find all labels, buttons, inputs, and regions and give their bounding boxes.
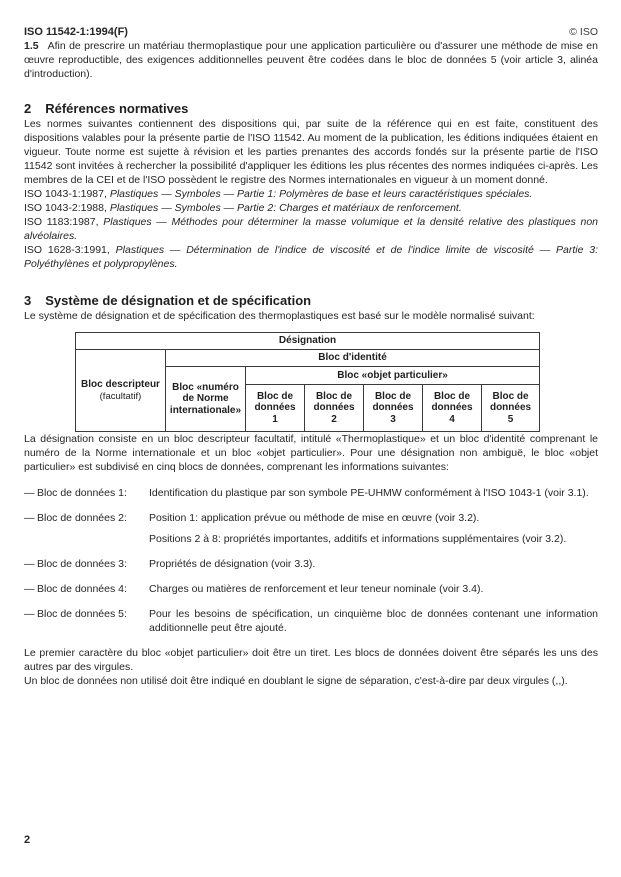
bloc-donnees-num: 3 (390, 413, 396, 425)
table-cell-bloc-donnees-4 (423, 385, 482, 432)
reference-id: ISO 1043-1:1987, (24, 188, 107, 200)
list-item-text (149, 486, 598, 500)
data-blocks-list (24, 486, 598, 635)
list-item-label: Bloc de données 5: (37, 608, 127, 620)
list-dash: — (24, 583, 35, 595)
list-item-text-continuation: Positions 2 à 8: propriétés importantes, additifs et informations supplémentaires (voir 3.2). (149, 533, 567, 545)
table-cell-bloc-donnees-2 (305, 385, 364, 432)
copyright-notice: © ISO (569, 26, 598, 38)
list-item-text-line: Identification du plastique par son symbole PE-UHMW conformément à l'ISO 1043-1 (voir 3.1). (149, 487, 589, 499)
list-item (24, 582, 598, 596)
reference-id: ISO 1628-3:1991, (24, 244, 110, 256)
reference-id: ISO 1183:1987, (24, 216, 99, 228)
list-item (24, 607, 598, 635)
list-item-label: Bloc de données 3: (37, 558, 127, 570)
bloc-donnees-label: Bloc de données (254, 390, 296, 414)
bloc-donnees-label: Bloc de données (489, 390, 532, 414)
section-3-intro: Le système de désignation et de spécification des thermoplastiques est basé sur le modèle normalisé suivant: (24, 310, 535, 322)
list-item-label: Bloc de données 4: (37, 583, 127, 595)
reference-title: Plastiques — Détermination de l'indice de viscosité et de l'indice limite de viscosité — Partie 3: Polyéthylènes et polypropylènes. (24, 244, 599, 270)
list-item-text (149, 511, 598, 546)
table-cell-bloc-donnees-3 (364, 385, 423, 432)
list-dash: — (24, 512, 35, 524)
page-number: 2 (24, 834, 31, 846)
list-item-text (149, 557, 598, 571)
paragraph-tiret: Le premier caractère du bloc «objet particulier» doit être un tiret. Les blocs de données doivent être séparés les uns des autres par des virgules. (24, 647, 598, 673)
section-3-title: Système de désignation et de spécification (45, 293, 312, 308)
reference-item (24, 201, 598, 215)
table-cell-bloc-objet: Bloc «objet particulier» (246, 367, 540, 385)
reference-title: Plastiques — Symboles — Partie 1: Polymères de base et leurs caractéristiques spéciales. (109, 188, 533, 200)
document-reference: ISO 11542-1:1994(F) (24, 26, 128, 38)
bloc-descripteur-facultatif: (facultatif) (99, 390, 142, 402)
list-dash: — (24, 608, 35, 620)
section-2-title: Références normatives (45, 101, 189, 116)
reference-item (24, 187, 598, 201)
bloc-donnees-label: Bloc de données (431, 390, 473, 414)
page-header (24, 25, 598, 39)
bloc-donnees-num: 1 (272, 413, 278, 425)
list-item (24, 486, 598, 500)
list-item-text-line: Pour les besoins de spécification, un cinquième bloc de données contenant une information additionnelle peut être ajouté. (149, 608, 598, 634)
list-item-text (149, 607, 598, 635)
section-3-heading (24, 293, 598, 309)
table-cell-bloc-donnees-1 (246, 385, 305, 432)
list-item-text-line: Position 1: application prévue ou méthode de mise en œuvre (voir 3.2). (149, 512, 480, 524)
reference-title: Plastiques — Symboles — Partie 2: Charges et matériaux de renforcement. (109, 202, 462, 214)
table-cell-designation: Désignation (76, 333, 540, 350)
section-2-heading (24, 101, 598, 117)
list-item-label: Bloc de données 1: (37, 487, 127, 499)
section-2-intro: Les normes suivantes contiennent des dispositions qui, par suite de la référence qui en est faite, constituent des dispositions valables pour la présente partie de l'ISO 11542. Au moment de la publication, les éditions indiquées étaient en vigueur. Toute norme est sujette à révision et les parties prenantes des accords fondés sur la présente partie de l'ISO 11542 sont invitées à rechercher la possibilité d'appliquer les éditions les plus récentes des normes indiquées ci-après. Les membres de la CEI et de l'ISO possèdent le registre des Normes internationales en vigueur à un moment donné. (24, 118, 598, 186)
list-item-label: Bloc de données 2: (37, 512, 127, 524)
table-cell-bloc-descripteur (76, 350, 166, 432)
table-cell-bloc-donnees-5 (482, 385, 540, 432)
reference-title: Plastiques — Méthodes pour déterminer la masse volumique et la densité relative des plastiques non alvéolaires. (24, 216, 599, 242)
section-3-number: 3 (24, 293, 32, 308)
table-cell-bloc-identite: Bloc d'identité (166, 350, 540, 367)
reference-item (24, 215, 598, 243)
designation-table-wrapper (75, 332, 598, 432)
list-item (24, 511, 598, 546)
paragraph-virgules: Un bloc de données non utilisé doit être indiqué en doublant le signe de séparation, c'est-à-dire par deux virgules (,,). (24, 675, 568, 687)
list-dash: — (24, 558, 35, 570)
bloc-donnees-label: Bloc de données (372, 390, 414, 414)
table-cell-bloc-numero: Bloc «numéro de Norme internationale» (166, 367, 246, 432)
clause-text-1-5: Afin de prescrire un matériau thermoplastique pour une application particulière ou d'assurer une méthode de mise en œuvre reproductible, des exigences additionnelles peuvent être codées dans le bloc de données 5 (voir article 3, alinéa d'introduction). (24, 40, 598, 80)
paragraph-designation: La désignation consiste en un bloc descripteur facultatif, intitulé «Thermoplastique» et un bloc d'identité comprenant le numéro de la Norme internationale et un bloc «objet particulier». Pour une désignation non ambiguë, le bloc «objet particulier» est subdivisé en cinq blocs de données, comprenant les informations suivantes: (24, 433, 598, 473)
clause-number-1-5: 1.5 (24, 40, 39, 52)
bloc-donnees-label: Bloc de données (313, 390, 355, 414)
list-item-text-line: Charges ou matières de renforcement et leur teneur nominale (voir 3.4). (149, 583, 484, 595)
list-item-text-line: Propriétés de désignation (voir 3.3). (149, 558, 316, 570)
section-2-number: 2 (24, 101, 32, 116)
bloc-descripteur-label: Bloc descripteur (81, 379, 160, 390)
bloc-donnees-num: 5 (507, 413, 514, 425)
paragraph-1-5 (24, 39, 598, 81)
designation-table (75, 332, 540, 432)
bloc-donnees-num: 2 (331, 413, 337, 425)
bloc-donnees-num: 4 (449, 413, 455, 425)
reference-id: ISO 1043-2:1988, (24, 202, 107, 214)
list-item (24, 557, 598, 571)
list-item-text (149, 582, 598, 596)
list-dash: — (24, 487, 35, 499)
reference-item (24, 243, 598, 271)
